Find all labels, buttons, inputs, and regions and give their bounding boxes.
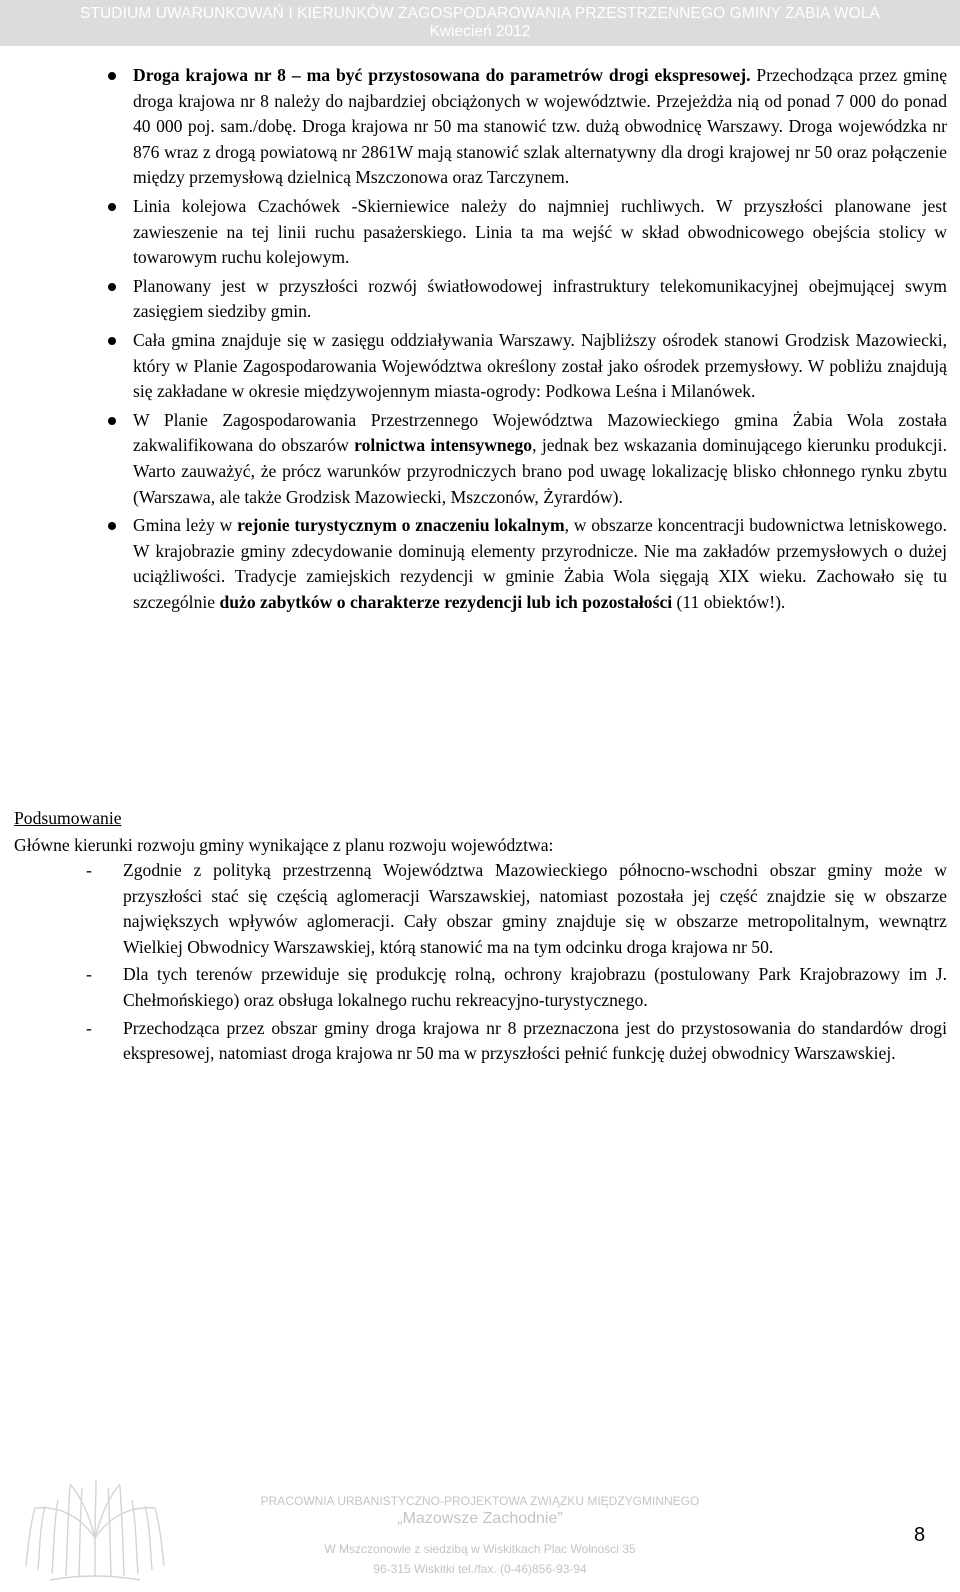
paragraph-text: Planowany jest w przyszłości rozwój światłowodowej infrastruktury telekomunikacyjnej obejmującej swym zasięgiem siedziby gmin. (133, 275, 947, 322)
bold-text: rolnictwa intensywnego (354, 435, 533, 456)
bullet-item (133, 408, 947, 510)
bullet-dot-icon (108, 337, 116, 345)
header-title: STUDIUM UWARUNKOWAŃ I KIERUNKÓW ZAGOSPODAROWANIA PRZESTRZENNEGO GMINY ŻABIA WOLA (80, 5, 880, 22)
bullet-dot-icon (108, 72, 116, 80)
bullet-dot-icon (108, 203, 116, 211)
summary-title: Podsumowanie (14, 808, 122, 828)
paragraph-text: W Planie Zagospodarowania Przestrzennego Województwa Mazowieckiego gmina Żabia Wola została zakwalifikowana do obszarów (133, 409, 947, 456)
bullet-dot-icon (108, 522, 116, 530)
paragraph-text: Linia kolejowa Czachówek -Skierniewice należy do najmniej ruchliwych. W przyszłości planowane jest zawieszenie na tej linii ruchu pasażerskiego. Linia ta ma wejść w skład obwodnicowego obejścia stolicy w towarowym ruchu kolejowym. (133, 195, 947, 268)
footer-line-1: PRACOWNIA URBANISTYCZNO-PROJEKTOWA ZWIĄZKU MIĘDZYGMINNEGO (260, 1494, 700, 1508)
dash-marker: - (86, 964, 92, 985)
footer-line-4: 96-315 Wiskitki tel./fax. (0-46)856-93-94 (373, 1562, 587, 1576)
header-date: Kwiecień 2012 (429, 23, 531, 40)
bullet-item (133, 513, 947, 615)
bullet-list (133, 63, 947, 618)
footer-line-3: W Mszczonowie z siedzibą w Wiskitkach Plac Wolności 35 (324, 1542, 636, 1556)
summary-item-text: Zgodnie z polityką przestrzenną Województwa Mazowieckiego północno-wschodni obszar gminy może w przyszłości stać się częścią aglomeracji Warszawskiej, natomiast pozostała jej część znajdzie się w obszarze największych wpływów aglomeracji. Cały obszar gminy znajduje się w obszarze metropolitalnym, wewnątrz Wielkiej Obwodnicy Warszawskiej, którą stanowić ma na tym odcinku droga krajowa nr 50. (123, 860, 947, 957)
bold-text: Droga krajowa nr 8 – ma być przystosowana do parametrów drogi ekspresowej. (133, 65, 751, 85)
paragraph-text: Przechodząca przez gminę droga krajowa nr 8 należy do najbardziej obciążonych w województwie. Przejeżdża nią od ponad 7 000 do ponad 40 000 poj. sam./dobę. Droga krajowa nr 50 ma stanowić tzw. dużą obwodnicę Warszawy. Droga wojewódzka nr 876 wraz z drogą powiatową nr 2861W mają stanowić szlak alternatywny dla drogi krajowej nr 50 oraz połączenie między przemysłową dzielnicą Mszczonowa oraz Tarczynem. (133, 65, 948, 188)
page-header (0, 0, 960, 46)
summary-item-text: Dla tych terenów przewiduje się produkcję rolną, ochrony krajobrazu (postulowany Park Krajobrazowy im J. Chełmońskiego) oraz obsługa lokalnego ruchu rekreacyjno-turystycznego. (123, 964, 947, 1010)
dash-marker: - (86, 1017, 92, 1038)
bullet-item (133, 63, 947, 191)
paragraph-text: , w obszarze koncentracji budownictwa letniskowego. W krajobrazie gminy zdecydowanie dominują elementy przyrodnicze. Nie ma zakładów przemysłowych o dużej uciążliwości. Tradycje zamiejskich rezydencji w gminie Żabia Wola sięgają XIX wieku. Zachowało się tu szczególnie (133, 515, 947, 612)
bullet-item (133, 274, 947, 325)
footer-line-2: „Mazowsze Zachodnie” (397, 1510, 563, 1527)
page-footer (0, 1470, 960, 1592)
summary-intro: Główne kierunki rozwoju gminy wynikające z planu rozwoju województwa: (14, 835, 554, 855)
bullet-item (133, 328, 947, 405)
bullet-item (133, 194, 947, 271)
bold-text: rejonie turystycznym o znaczeniu lokalnym (237, 515, 565, 536)
paragraph-text: Gmina leży w (133, 515, 238, 536)
dash-marker: - (86, 860, 92, 880)
page-number: 8 (914, 1524, 926, 1546)
bold-text: dużo zabytków o charakterze rezydencji lub ich pozostałości (219, 591, 673, 612)
bullet-dot-icon (108, 417, 116, 425)
paragraph-text: Cała gmina znajduje się w zasięgu oddziaływania Warszawy. Najbliższy ośrodek stanowi Grodzisk Mazowiecki, który w Planie Zagospodarowania Województwa określony został jako ośrodek przemysłowy. W pobliżu znajdują się zakładane w okresie międzywojennym miasta-ogrody: Podkowa Leśna i Milanówek. (133, 329, 947, 402)
summary-item (86, 962, 947, 1013)
paragraph-text: , jednak bez wskazania dominującego kierunku produkcji. Warto zauważyć, że prócz warunków przyrodniczych brano pod uwagę lokalizację blisko chłonnego rynku zbytu (Warszawa, ale także Grodzisk Mazowiecki, Mszczonów, Żyrardów). (133, 435, 947, 507)
summary-item (86, 858, 947, 960)
bullet-dot-icon (108, 283, 116, 291)
summary-item (86, 1016, 947, 1067)
summary-item-text: Przechodząca przez obszar gminy droga krajowa nr 8 przeznaczona jest do przystosowania do standardów drogi ekspresowej, natomiast droga krajowa nr 50 ma w przyszłości pełnić funkcję dużej obwodnicy Warszawskiej. (123, 1017, 947, 1064)
paragraph-text: (11 obiektów!). (672, 591, 786, 612)
summary-list (86, 858, 947, 1069)
